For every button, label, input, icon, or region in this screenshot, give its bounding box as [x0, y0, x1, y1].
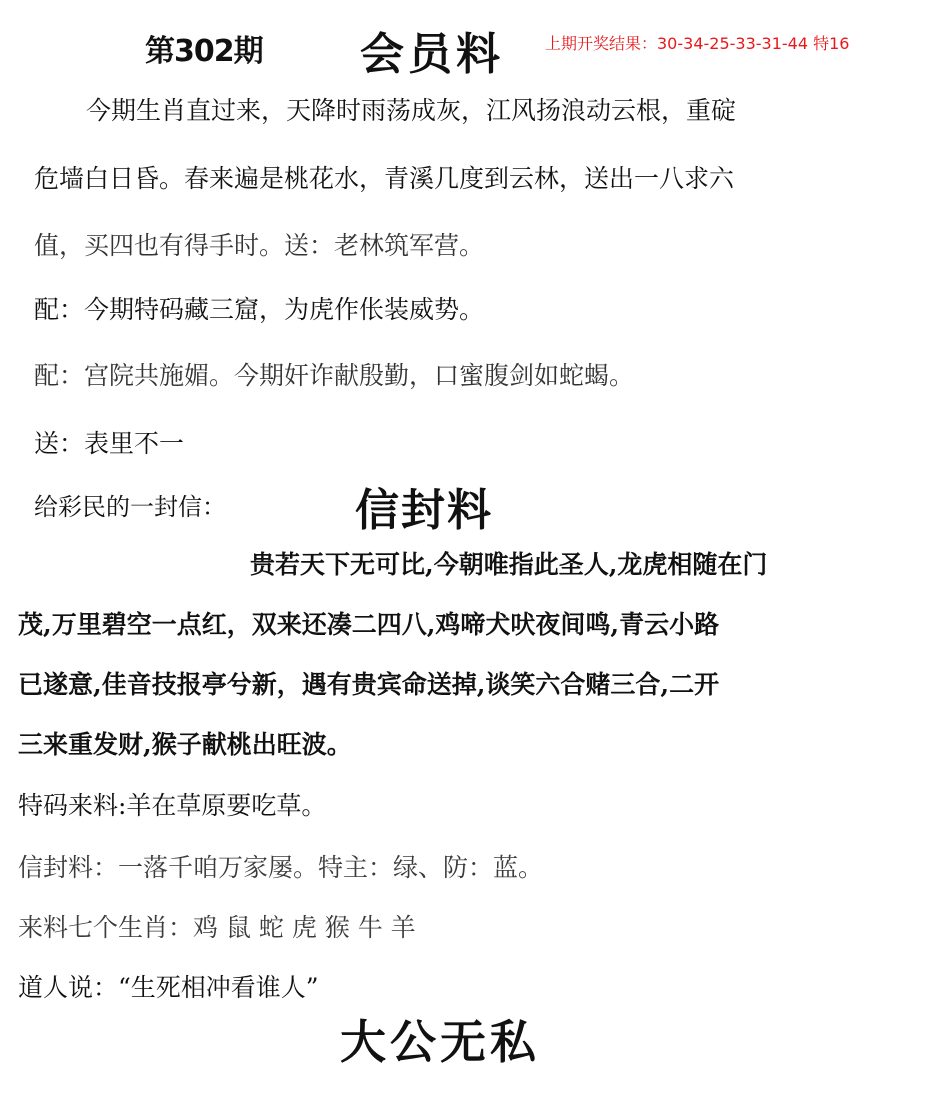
letter-title: 信封料 [355, 485, 493, 536]
letter-line-2: 茂,万里碧空一点红，双来还凑二四八,鸡啼犬吠夜间鸣,青云小路 [18, 610, 720, 639]
last-draw-result: 上期开奖结果：30-34-25-33-31-44 特16 [545, 34, 850, 53]
envelope-line: 信封料：一落千咱万家屡。特主：绿、防：蓝。 [18, 853, 544, 882]
taoist-line: 道人说：“生死相冲看谁人” [18, 973, 319, 1002]
special-code-line: 特码来料:羊在草原要吃草。 [18, 791, 327, 820]
letter-intro: 给彩民的一封信： [34, 493, 226, 521]
page-title: 会员料 [360, 29, 504, 80]
issue-number: 第302期 [145, 34, 263, 69]
member-text-line-6: 送：表里不一 [34, 429, 185, 458]
letter-line-3: 已遂意,佳音技报亭兮新，遇有贵宾命送掉,谈笑六合赌三合,二开 [18, 670, 720, 699]
footer-motto: 大公无私 [340, 1015, 540, 1069]
member-text-line-2: 危墙白日昏。春来遍是桃花水，青溪几度到云林，送出一八求六 [34, 164, 735, 193]
letter-line-1: 贵若天下无可比,今朝唯指此圣人,龙虎相随在门 [250, 550, 768, 579]
member-text-line-1: 今期生肖直过来，天降时雨荡成灰，江风扬浪动云根，重碇 [86, 96, 737, 125]
seven-zodiacs-line: 来料七个生肖：鸡 鼠 蛇 虎 猴 牛 羊 [18, 913, 416, 942]
letter-line-4: 三来重发财,猴子献桃出旺波。 [18, 730, 352, 759]
member-text-line-3: 值，买四也有得手时。送：老林筑军营。 [34, 231, 485, 260]
member-text-line-5: 配：宫院共施媚。今期奸诈献殷勤，口蜜腹剑如蛇蝎。 [34, 361, 635, 390]
member-text-line-4: 配：今期特码藏三窟，为虎作伥装威势。 [34, 295, 485, 324]
